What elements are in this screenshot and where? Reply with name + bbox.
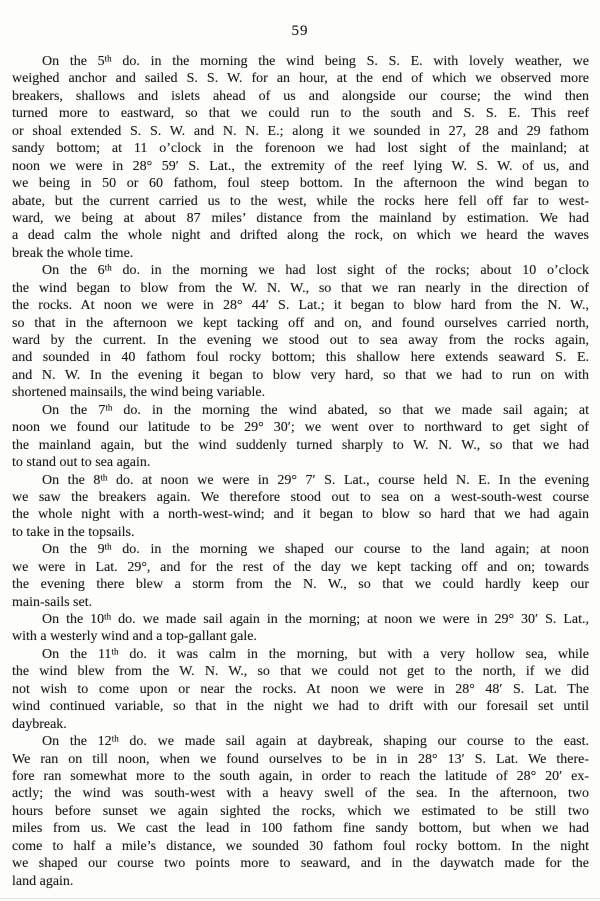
text-line: noon we found our latitude to be 29° 30′; we went over to northward to get sight of [12,420,589,436]
paragraph [12,472,589,542]
text-line: break the whole time. [12,245,134,261]
text-line: We ran on till noon, when we found ourselves to be in in 28° 13′ S. Lat. We there- [12,751,589,767]
text-line: the wind blew from the W. N. W., so that we could not get to the north, if we did [12,664,589,680]
text-line: wind continued variable, so that in the night we had to drift with our foresail set until [12,699,589,715]
text-line: abate, but the current carried us to the west, while the rocks here fell off far to west- [12,193,589,209]
text-line: turned more to eastward, so that we could run to the south and S. S. E. This reef [12,106,589,122]
text-line: and N. W. In the evening it began to blow very hard, so that we had to run on with [12,367,589,383]
scan-edge-artifact [0,898,600,899]
text-line: sandy bottom; at 11 o’clock in the forenoon we had lost sight of the mainland; at [12,141,589,157]
text-line: we were in Lat. 29°, and for the rest of the day we kept tacking off and on; towards [12,559,589,575]
text-line: On the 11th do. it was calm in the morning, but with a very hollow sea, while [42,646,589,662]
text-line: On the 8th do. at noon we were in 29° 7′ S. Lat., course held N. E. In the evening [42,471,589,488]
text-block [12,53,589,890]
text-line: On the 12th do. we made sail again at daybreak, shaping our course to the east. [42,733,589,750]
text-line: On the 10th do. we made sail again in the morning; at noon we were in 29° 30′ S. Lat., [42,611,589,627]
paragraph [12,733,589,890]
text-line: shortened mainsails, the wind being variable. [12,385,266,401]
text-line: daybreak. [12,716,67,732]
text-line: we saw the breakers again. We therefore stood out to sea on a west-south-west course [12,489,589,505]
text-line: to stand out to sea again. [12,455,151,471]
text-line: the whole night with a north-west-wind; and it began to blow so hard that we had again [12,507,589,523]
text-line: the wind began to blow from the W. N. W., so that we ran nearly in the direction of [12,280,589,296]
text-line: come to half a mile’s distance, we sounded 30 fathom foul rocky bottom. In the night [12,838,589,854]
text-line: miles from us. We cast the lead in 100 fathom fine sandy bottom, but when we had [12,821,589,837]
paragraph [12,646,589,733]
text-line: we being in 50 or 60 fathom, foul steep bottom. In the afternoon the wind began to [12,176,589,192]
text-line: On the 9th do. in the morning we shaped our course to the land again; at noon [42,541,589,558]
text-line: and sounded in 40 fathom foul rocky bottom; this shallow here extends seaward S. E. [12,350,589,366]
text-line: we shaped our course two points more to seaward, and in the daywatch made for the [12,856,589,872]
text-line: or shoal extended S. S. W. and N. N. E.; along it we sounded in 27, 28 and 29 fathom [12,123,589,139]
text-line: ward, we being at about 87 miles’ distance from the mainland by estimation. We had [12,210,589,226]
text-line: On the 7th do. in the morning the wind abated, so that we made sail again; at [42,402,589,418]
text-line: not wish to come upon or near the rocks. At noon we were in 28° 48′ S. Lat. The [12,681,589,697]
text-line: hours before sunset we again sighted the rocks, which we estimated to be still two [12,803,589,819]
text-line: fore ran somewhat more to the south again, in order to reach the latitude of 28° 20′ ex- [12,768,589,784]
text-line: land again. [12,873,74,889]
text-line: the evening there blew a storm from the N. W., so that we could hardly keep our [12,577,589,593]
text-line: main-sails set. [12,594,93,610]
paragraph [12,541,589,611]
text-line: to take in the topsails. [12,524,135,540]
text-line: weighed anchor and sailed S. S. W. for an hour, at the end of which we observed more [12,71,589,87]
text-line: On the 5th do. in the morning the wind being S. S. E. with lovely weather, we [42,53,589,69]
text-line: breakers, shallows and islets ahead of us and alongside our course; the wind then [12,88,589,104]
paragraph [12,53,589,262]
text-line: ward by the current. In the evening we stood out to sea away from the rocks again, [12,333,589,348]
paragraph [12,611,589,646]
text-line: the rocks. At noon we were in 28° 44′ S. Lat.; it began to blow hard from the N. W., [12,298,589,314]
text-line: actly; the wind was south-west with a heavy swell of the sea. In the afternoon, two [12,786,589,802]
text-line: so that in the afternoon we kept tacking off and on, and found ourselves carried north, [12,315,589,331]
paragraph [12,402,589,472]
text-line: the mainland again, but the wind suddenly turned sharply to W. N. W., so that we had [12,437,589,453]
text-line: On the 6th do. in the morning we had lost sight of the rocks; about 10 o’clock [42,262,589,279]
paragraph [12,262,589,402]
page-number: 59 [291,23,309,39]
text-line: noon we were in 28° 59′ S. Lat., the extremity of the reef lying W. S. W. of us, and [12,158,589,174]
text-line: with a westerly wind and a top-gallant gale. [12,629,257,645]
text-line: a dead calm the whole night and drifted along the rock, on which we heard the waves [12,228,589,244]
